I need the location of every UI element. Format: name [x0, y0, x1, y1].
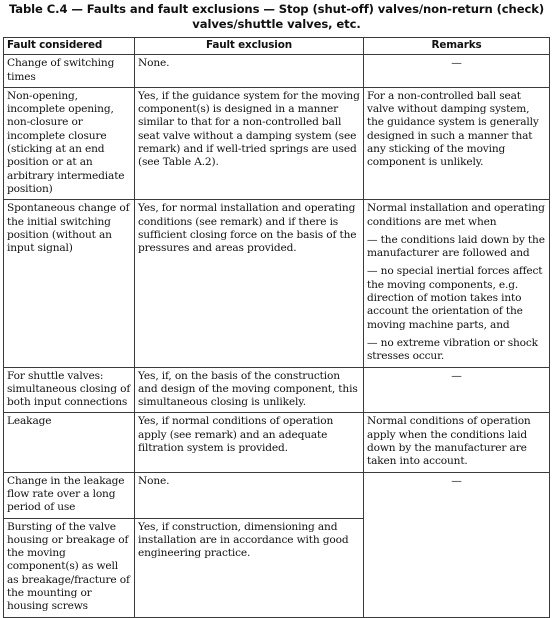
table-header-row — [4, 38, 550, 55]
remark-dash: — — [451, 369, 462, 382]
remark-paragraph: — the conditions laid down by the manufacturer are followed and — [367, 233, 545, 260]
fault-cell: Change of switching times — [4, 55, 135, 88]
exclusion-cell: Yes, if construction, dimensioning and installation are in accordance with good engineering practice. — [135, 518, 364, 617]
remarks-cell — [364, 200, 550, 367]
fault-cell: Change in the leakage flow rate over a long period of use — [4, 472, 135, 518]
table-title — [0, 2, 553, 32]
header-fault-exclusion: Fault exclusion — [135, 38, 364, 55]
remark-paragraph: — no extreme vibration or shock stresses occur. — [367, 336, 538, 363]
table-title-line-1: Table C.4 — Faults and fault exclusions — Stop (shut-off) valves/non-return (check) — [8, 2, 545, 16]
table-row — [4, 55, 550, 88]
fault-cell: Bursting of the valve housing or breakage of the moving component(s) as well as breakage/fracture of the mounting or housing screws — [4, 518, 135, 617]
exclusion-cell: Yes, if normal conditions of operation apply (see remark) and an adequate filtration system is provided. — [135, 413, 364, 472]
faults-table — [3, 37, 550, 618]
exclusion-cell: Yes, if, on the basis of the construction and design of the moving component, this simultaneous closing is unlikely. — [135, 367, 364, 413]
exclusion-cell: Yes, if the guidance system for the moving component(s) is designed in a manner similar to that for a non-controlled ball seat valve without a damping system (see remark) and if well-tried springs are used (see Table A.2). — [135, 87, 364, 199]
fault-cell: Spontaneous change of the initial switching position (without an input signal) — [4, 200, 135, 367]
remark-paragraph: For a non-controlled ball seat valve without damping system, the guidance system is generally designed in such a manner that any sticking of the moving component is unlikely. — [367, 89, 539, 169]
remarks-cell — [364, 472, 550, 617]
fault-cell: Non-opening, incomplete opening, non-closure or incomplete closure (sticking at an end position or at an arbitrary intermediate position) — [4, 87, 135, 199]
exclusion-cell: Yes, for normal installation and operating conditions (see remark) and if there is sufficient closing force on the basis of the pressures and areas provided. — [135, 200, 364, 367]
table-title-line-2: valves/shuttle valves, etc. — [192, 17, 361, 31]
table-row — [4, 367, 550, 413]
fault-cell: Leakage — [4, 413, 135, 472]
fault-cell: For shuttle valves: simultaneous closing of both input connections — [4, 367, 135, 413]
remark-dash: — — [451, 57, 462, 70]
table-row — [4, 413, 550, 472]
remarks-cell — [364, 55, 550, 88]
remarks-cell — [364, 413, 550, 472]
table-row — [4, 200, 550, 367]
header-fault-considered: Fault considered — [4, 38, 135, 55]
table-row — [4, 472, 550, 518]
remark-paragraph: Normal installation and operating conditions are met when — [367, 202, 545, 228]
remark-dash: — — [451, 474, 462, 487]
exclusion-cell: None. — [135, 55, 364, 88]
remark-paragraph: Normal conditions of operation apply when the conditions laid down by the manufacturer are taken into account. — [367, 415, 531, 468]
table-row — [4, 87, 550, 199]
remarks-cell — [364, 87, 550, 199]
exclusion-cell: None. — [135, 472, 364, 518]
header-remarks: Remarks — [364, 38, 550, 55]
remarks-cell — [364, 367, 550, 413]
remark-paragraph: — no special inertial forces affect the moving components, e.g. direction of motion takes into account the orientation of the moving machine parts, and — [367, 265, 543, 331]
